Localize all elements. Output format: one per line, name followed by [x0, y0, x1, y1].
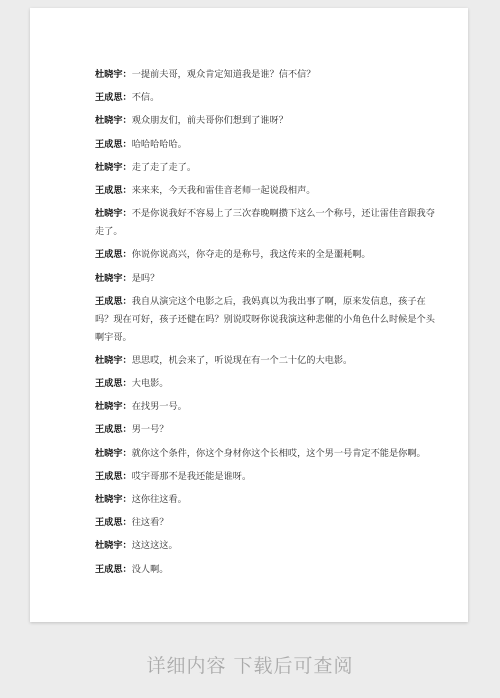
- speaker-name: 杜晓宇：: [95, 494, 132, 505]
- dialogue-line: [95, 445, 440, 463]
- line-text: 一提前夫哥，观众肯定知道我是谁？信不信？: [131, 69, 316, 80]
- dialogue-line: [95, 112, 440, 130]
- dialogue-line: [95, 514, 440, 532]
- speaker-name: 王成思：: [95, 378, 132, 390]
- dialogue-line: [95, 270, 440, 288]
- dialogue-line: [95, 293, 440, 347]
- dialogue-line: [95, 491, 440, 509]
- dialogue-line: [95, 159, 440, 177]
- line-text: 来来来，今天我和雷佳音老师一起说段相声。: [131, 184, 316, 196]
- speaker-name: 王成思：: [95, 295, 132, 307]
- line-text: 走了走了走了。: [131, 161, 197, 173]
- dialogue-line: [95, 352, 440, 370]
- speaker-name: 杜晓宇：: [95, 69, 132, 80]
- line-text: 往这看？: [131, 517, 169, 529]
- speaker-name: 王成思：: [95, 92, 132, 104]
- line-text: 哎宇哥那不是我还能是谁呀。: [131, 470, 252, 482]
- dialogue-line: [95, 468, 440, 486]
- dialogue-line: [95, 66, 440, 84]
- dialogue-line: [95, 205, 440, 241]
- speaker-name: 王成思：: [95, 184, 132, 196]
- dialogue-line: [95, 246, 440, 264]
- line-text: 你说你说高兴，你夺走的是称号，我这传来的全是噩耗啊。: [131, 249, 371, 261]
- speaker-name: 杜晓宇：: [95, 208, 132, 220]
- dialogue-line: [95, 182, 440, 200]
- line-text: 是吗？: [131, 272, 160, 284]
- speaker-name: 王成思：: [95, 470, 132, 482]
- dialogue-line: [95, 421, 440, 439]
- line-text: 我自从演完这个电影之后，我妈真以为我出事了啊，原来发信息，孩子在吗？现在可好，孩子还健在吗？别说哎呀你说我演这种悲催的小角色什么时候是个头啊宇哥。: [95, 295, 435, 343]
- line-text: 这你往这看。: [131, 494, 187, 505]
- speaker-name: 杜晓宇：: [95, 540, 132, 552]
- speaker-name: 杜晓宇：: [95, 354, 132, 366]
- line-text: 思思哎，机会来了，听说现在有一个二十亿的大电影。: [131, 354, 353, 366]
- dialogue-line: [95, 537, 440, 555]
- line-text: 观众朋友们，前夫哥你们想到了谁呀？: [131, 115, 288, 127]
- speaker-name: 王成思：: [95, 563, 132, 575]
- download-hint[interactable]: 详细内容 下载后可查阅: [146, 655, 354, 677]
- speaker-name: 王成思：: [95, 249, 132, 261]
- speaker-name: 杜晓宇：: [95, 161, 132, 173]
- speaker-name: 王成思：: [95, 517, 132, 529]
- line-text: 男一号？: [131, 424, 169, 436]
- line-text: 不是你说我好不容易上了三次春晚啊攒下这么一个称号，还让雷佳音跟我夺走了。: [95, 208, 435, 238]
- line-text: 大电影。: [131, 378, 169, 390]
- line-text: 在找男一号。: [131, 401, 187, 413]
- dialogue-line: [95, 375, 440, 393]
- speaker-name: 杜晓宇：: [95, 401, 132, 413]
- dialogue-line: [95, 398, 440, 416]
- dialogue-line: [95, 89, 440, 107]
- speaker-name: 王成思：: [95, 424, 132, 436]
- line-text: 没人啊。: [131, 563, 169, 575]
- dialogue-list: [95, 66, 440, 584]
- speaker-name: 杜晓宇：: [95, 447, 132, 459]
- speaker-name: 杜晓宇：: [95, 115, 132, 127]
- line-text: 这这这这。: [131, 540, 178, 552]
- line-text: 不信。: [131, 92, 160, 104]
- dialogue-line: [95, 561, 440, 579]
- document-page: [30, 8, 468, 622]
- speaker-name: 杜晓宇：: [95, 272, 132, 284]
- line-text: 哈哈哈哈哈。: [131, 138, 187, 150]
- line-text: 就你这个条件，你这个身材你这个长相哎，这个男一号肯定不能是你啊。: [131, 447, 426, 459]
- dialogue-line: [95, 136, 440, 154]
- speaker-name: 王成思：: [95, 138, 132, 150]
